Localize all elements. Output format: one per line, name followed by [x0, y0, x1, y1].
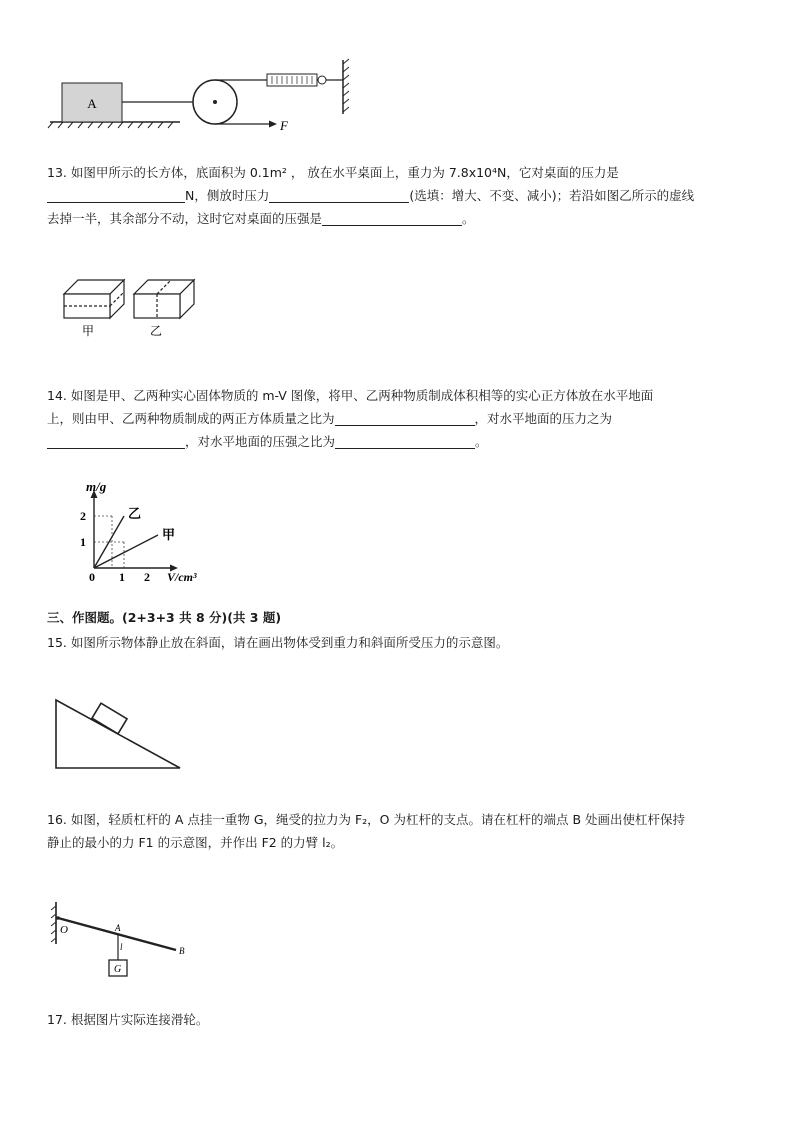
svg-text:V/cm³: V/cm³	[167, 570, 197, 584]
svg-text:乙: 乙	[128, 506, 142, 521]
svg-text:B: B	[179, 946, 185, 956]
svg-text:1: 1	[119, 570, 125, 584]
svg-text:l: l	[120, 942, 123, 952]
answer-blank[interactable]	[47, 188, 185, 203]
box-yi	[134, 280, 194, 318]
question-15: 15. 如图所示物体静止放在斜面，请在画出物体受到重力和斜面所受压力的示意图。	[47, 635, 509, 650]
lever-figure	[48, 898, 198, 982]
force-label: F	[280, 118, 288, 133]
svg-text:甲: 甲	[162, 527, 176, 542]
incline-figure	[52, 698, 188, 774]
answer-blank[interactable]	[47, 434, 185, 449]
question-14: 14. 如图是甲、乙两种实心固体物质的 m-V 图像，将甲、乙两种物质制成体积相等的实心正方体放在水平地面 上，则由甲、乙两种物质制成的两正方体质量之比为 ，对水平地面的压力之为 ，对水平地面的压强之比为 。	[47, 388, 654, 449]
section-3-title: 三、作图题。(2+3+3 共 8 分)(共 3 题)	[47, 610, 282, 625]
question-17: 17. 根据图片实际连接滑轮。	[47, 1012, 209, 1027]
answer-blank[interactable]	[322, 211, 462, 226]
svg-text:A: A	[115, 923, 121, 933]
svg-text:甲: 甲	[82, 324, 95, 338]
svg-text:乙: 乙	[150, 324, 163, 338]
answer-blank[interactable]	[335, 434, 475, 449]
pulley-figure	[45, 58, 365, 138]
svg-text:1: 1	[80, 535, 86, 549]
boxes-figure	[58, 272, 208, 342]
question-13: 13. 如图甲所示的长方体，底面积为 0.1m² ， 放在水平桌面上，重力为 7.8x10⁴N，它对桌面的压力是 N，侧放时压力 (选填：增大、不变、减小)；若沿如图乙所示的虚线 去掉一半，其余部分不动，这时它对桌面的压强是 。	[47, 165, 695, 226]
svg-text:0: 0	[89, 570, 95, 584]
svg-text:O: O	[60, 924, 68, 936]
svg-text:m/g: m/g	[86, 480, 107, 494]
block-a-label: A	[87, 96, 97, 111]
box-jia	[64, 280, 124, 318]
answer-blank[interactable]	[335, 411, 475, 426]
mv-graph	[72, 480, 222, 586]
svg-text:G: G	[114, 964, 122, 975]
answer-blank[interactable]	[269, 188, 409, 203]
question-16: 16. 如图，轻质杠杆的 A 点挂一重物 G，绳受的拉力为 F₂，O 为杠杆的支点。请在杠杆的端点 B 处画出使杠杆保持 静止的最小的力 F1 的示意图，并作出 F2 的力臂 l₂。	[47, 812, 686, 850]
svg-text:2: 2	[144, 570, 150, 584]
svg-text:2: 2	[80, 509, 86, 523]
